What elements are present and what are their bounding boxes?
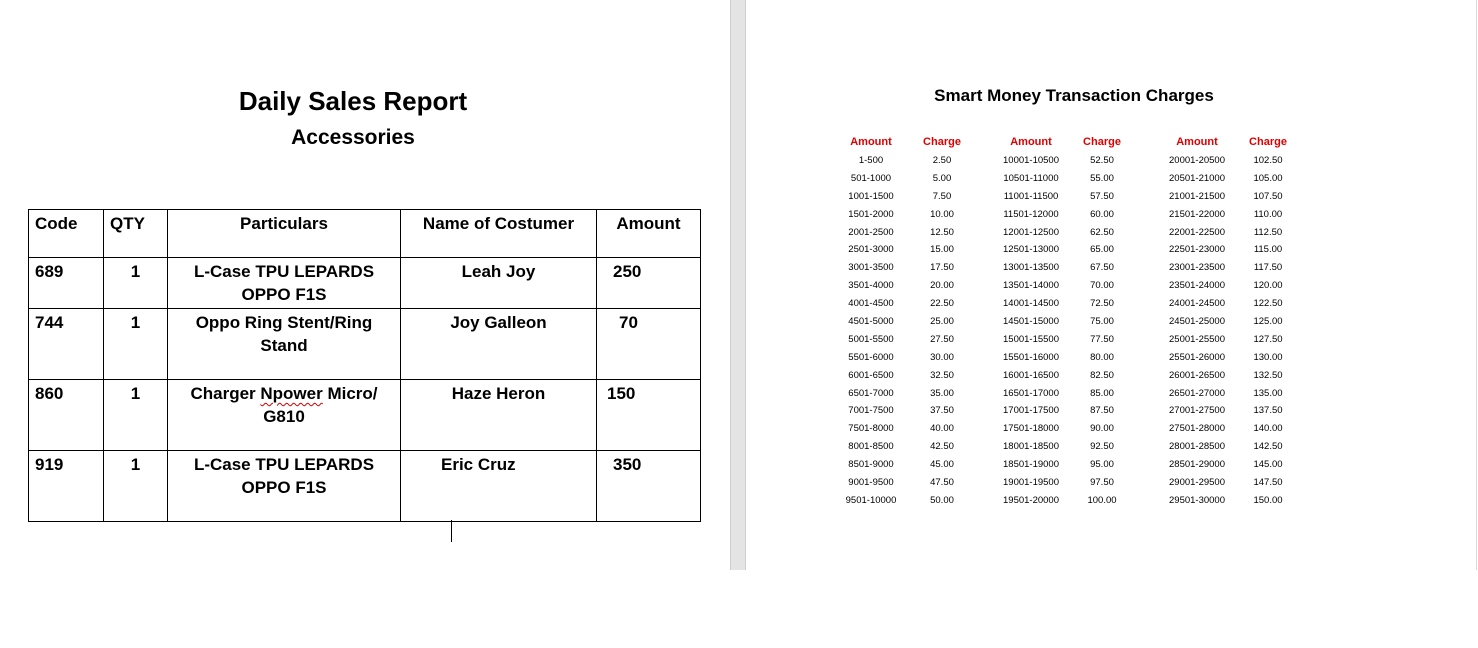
charge-value: 27.50	[930, 333, 954, 345]
page-edge	[1476, 0, 1477, 570]
charge-value: 102.50	[1253, 155, 1283, 166]
header-amount: Amount	[850, 136, 892, 148]
charge-amount-range: 13501-14000	[1003, 280, 1059, 292]
sales-table	[28, 209, 701, 522]
charge-row	[998, 367, 1140, 385]
charge-amount-range: 20001-20500	[1169, 155, 1225, 166]
charge-amount-range: 23501-24000	[1169, 280, 1225, 292]
col-header-code: Code	[29, 210, 104, 258]
charge-amount-range: 26001-26500	[1169, 369, 1225, 381]
charge-value: 40.00	[930, 423, 954, 435]
cell-customer: Eric Cruz	[401, 451, 597, 522]
charge-row	[998, 152, 1140, 170]
charge-value: 62.50	[1090, 226, 1114, 238]
charge-row	[838, 492, 980, 510]
charge-value: 117.50	[1253, 262, 1283, 274]
charge-value: 142.50	[1253, 441, 1283, 453]
charge-value: 145.00	[1253, 459, 1283, 471]
spellcheck-word[interactable]: Npower	[260, 384, 323, 403]
charge-value: 65.00	[1090, 244, 1114, 256]
charge-row	[1164, 456, 1306, 474]
charge-amount-range: 1-500	[858, 155, 884, 166]
charge-value: 15.00	[930, 244, 954, 256]
charge-value: 42.50	[930, 441, 954, 453]
cell-customer: Haze Heron	[401, 380, 597, 451]
charge-value: 17.50	[930, 262, 954, 274]
cell-qty: 1	[104, 258, 168, 309]
charge-amount-range: 3501-4000	[848, 280, 894, 292]
charge-row	[1164, 277, 1306, 295]
charges-group-1	[838, 136, 980, 510]
charge-value: 110.00	[1253, 208, 1283, 220]
cell-particulars: L-Case TPU LEPARDS OPPO F1S	[168, 451, 401, 522]
charge-amount-range: 10001-10500	[1003, 155, 1059, 166]
charge-value: 132.50	[1253, 369, 1283, 381]
charge-amount-range: 2001-2500	[848, 226, 894, 238]
charge-value: 12.50	[930, 226, 954, 238]
charge-value: 130.00	[1253, 351, 1283, 363]
charge-amount-range: 21501-22000	[1169, 208, 1225, 220]
charge-row	[998, 438, 1140, 456]
charge-value: 25.00	[930, 316, 954, 328]
charge-value: 47.50	[930, 477, 954, 489]
charge-value: 37.50	[930, 405, 954, 417]
charge-value: 82.50	[1090, 369, 1114, 381]
charge-amount-range: 16501-17000	[1003, 387, 1059, 399]
charge-value: 105.00	[1253, 172, 1283, 184]
charge-amount-range: 16001-16500	[1003, 369, 1059, 381]
charge-amount-range: 4001-4500	[848, 298, 894, 310]
charge-amount-range: 14501-15000	[1003, 316, 1059, 328]
charge-amount-range: 1501-2000	[848, 208, 894, 220]
charge-row	[1164, 474, 1306, 492]
charge-row	[998, 402, 1140, 420]
charge-amount-range: 20501-21000	[1169, 172, 1225, 184]
header-amount: Amount	[1176, 136, 1218, 148]
charge-amount-range: 11501-12000	[1003, 208, 1059, 220]
charge-row	[1164, 313, 1306, 331]
charge-amount-range: 19501-20000	[1003, 494, 1059, 506]
charge-amount-range: 2501-3000	[848, 244, 894, 256]
charge-amount-range: 21001-21500	[1169, 190, 1225, 202]
charges-header	[1164, 136, 1306, 152]
charge-value: 120.00	[1253, 280, 1283, 292]
charge-row	[998, 188, 1140, 206]
charge-row	[1164, 438, 1306, 456]
charge-row	[998, 349, 1140, 367]
charge-amount-range: 28001-28500	[1169, 441, 1225, 453]
charge-row	[1164, 170, 1306, 188]
charge-value: 32.50	[930, 369, 954, 381]
charge-row	[838, 420, 980, 438]
charge-value: 140.00	[1253, 423, 1283, 435]
charge-amount-range: 13001-13500	[1003, 262, 1059, 274]
charge-amount-range: 12001-12500	[1003, 226, 1059, 238]
cell-code: 860	[29, 380, 104, 451]
charge-value: 97.50	[1090, 477, 1114, 489]
charge-row	[998, 224, 1140, 242]
table-header-row	[29, 210, 701, 258]
charge-amount-range: 9001-9500	[848, 477, 894, 489]
col-header-amount: Amount	[597, 210, 701, 258]
charge-amount-range: 5001-5500	[848, 333, 894, 345]
charge-amount-range: 12501-13000	[1003, 244, 1059, 256]
header-charge: Charge	[1249, 136, 1287, 148]
charge-value: 20.00	[930, 280, 954, 292]
charge-amount-range: 6501-7000	[848, 387, 894, 399]
charge-row	[838, 385, 980, 403]
charge-value: 77.50	[1090, 333, 1114, 345]
charge-row	[838, 188, 980, 206]
charge-value: 135.00	[1253, 387, 1283, 399]
charge-row	[998, 241, 1140, 259]
charge-row	[838, 438, 980, 456]
charge-amount-range: 17001-17500	[1003, 405, 1059, 417]
charge-amount-range: 24501-25000	[1169, 316, 1225, 328]
cell-amount: 70	[597, 309, 701, 380]
charge-amount-range: 22001-22500	[1169, 226, 1225, 238]
charge-value: 90.00	[1090, 423, 1114, 435]
charge-amount-range: 501-1000	[850, 172, 892, 184]
charge-amount-range: 22501-23000	[1169, 244, 1225, 256]
table-row	[29, 309, 701, 380]
charge-value: 30.00	[930, 351, 954, 363]
cell-amount: 350	[597, 451, 701, 522]
charge-amount-range: 19001-19500	[1003, 477, 1059, 489]
charge-amount-range: 15001-15500	[1003, 333, 1059, 345]
charge-row	[998, 295, 1140, 313]
charge-value: 150.00	[1253, 494, 1283, 506]
charge-row	[998, 277, 1140, 295]
charge-amount-range: 18501-19000	[1003, 459, 1059, 471]
charge-value: 52.50	[1090, 155, 1114, 166]
charge-row	[838, 206, 980, 224]
charge-row	[838, 313, 980, 331]
charge-value: 60.00	[1090, 208, 1114, 220]
charge-row	[838, 402, 980, 420]
table-row	[29, 451, 701, 522]
charge-row	[1164, 259, 1306, 277]
charge-row	[1164, 152, 1306, 170]
charge-amount-range: 3001-3500	[848, 262, 894, 274]
cell-particulars	[168, 380, 401, 451]
cell-code: 919	[29, 451, 104, 522]
charge-amount-range: 26501-27000	[1169, 387, 1225, 399]
charge-amount-range: 27501-28000	[1169, 423, 1225, 435]
charge-row	[998, 492, 1140, 510]
col-header-particulars: Particulars	[168, 210, 401, 258]
charge-row	[1164, 295, 1306, 313]
charge-value: 122.50	[1253, 298, 1283, 310]
charge-value: 70.00	[1090, 280, 1114, 292]
charge-row	[998, 456, 1140, 474]
charge-row	[838, 152, 980, 170]
charge-value: 100.00	[1087, 494, 1117, 506]
charge-row	[838, 331, 980, 349]
charge-value: 57.50	[1090, 190, 1114, 202]
charge-value: 80.00	[1090, 351, 1114, 363]
charge-amount-range: 11001-11500	[1003, 190, 1059, 202]
charge-value: 127.50	[1253, 333, 1283, 345]
charge-value: 85.00	[1090, 387, 1114, 399]
charge-row	[838, 170, 980, 188]
charge-amount-range: 24001-24500	[1169, 298, 1225, 310]
charge-row	[998, 474, 1140, 492]
charge-value: 137.50	[1253, 405, 1283, 417]
charge-value: 112.50	[1253, 226, 1283, 238]
charge-row	[998, 170, 1140, 188]
charge-amount-range: 23001-23500	[1169, 262, 1225, 274]
charge-row	[998, 420, 1140, 438]
charges-group-2	[998, 136, 1140, 510]
charge-amount-range: 18001-18500	[1003, 441, 1059, 453]
charge-amount-range: 4501-5000	[848, 316, 894, 328]
charge-value: 107.50	[1253, 190, 1283, 202]
charge-value: 115.00	[1253, 244, 1283, 256]
charge-row	[1164, 331, 1306, 349]
charge-amount-range: 1001-1500	[848, 190, 894, 202]
charge-value: 92.50	[1090, 441, 1114, 453]
charge-row	[838, 456, 980, 474]
charge-row	[838, 224, 980, 242]
charge-amount-range: 15501-16000	[1003, 351, 1059, 363]
charge-amount-range: 14001-14500	[1003, 298, 1059, 310]
charge-row	[838, 295, 980, 313]
table-row	[29, 380, 701, 451]
charge-row	[1164, 241, 1306, 259]
charge-row	[838, 367, 980, 385]
page-gap	[730, 0, 746, 570]
cell-customer: Leah Joy	[401, 258, 597, 309]
charge-value: 67.50	[1090, 262, 1114, 274]
charges-header	[998, 136, 1140, 152]
charge-value: 10.00	[930, 208, 954, 220]
header-amount: Amount	[1010, 136, 1052, 148]
charge-amount-range: 25501-26000	[1169, 351, 1225, 363]
charge-amount-range: 9501-10000	[845, 494, 897, 506]
report-subtitle: Accessories	[291, 126, 415, 149]
charge-amount-range: 27001-27500	[1169, 405, 1225, 417]
charge-row	[1164, 385, 1306, 403]
particulars-part: Micro/ G810	[263, 384, 378, 426]
charge-row	[998, 259, 1140, 277]
cell-code: 744	[29, 309, 104, 380]
charge-value: 50.00	[930, 494, 954, 506]
charge-amount-range: 6001-6500	[848, 369, 894, 381]
charge-row	[838, 474, 980, 492]
charge-amount-range: 28501-29000	[1169, 459, 1225, 471]
charge-row	[998, 385, 1140, 403]
charge-amount-range: 5501-6000	[848, 351, 894, 363]
charge-row	[838, 241, 980, 259]
charge-value: 45.00	[930, 459, 954, 471]
charge-value: 125.00	[1253, 316, 1283, 328]
cell-qty: 1	[104, 380, 168, 451]
charge-row	[1164, 188, 1306, 206]
col-header-qty: QTY	[104, 210, 168, 258]
text-cursor	[451, 520, 452, 542]
report-title: Daily Sales Report	[238, 86, 468, 116]
header-charge: Charge	[1083, 136, 1121, 148]
charges-group-3	[1164, 136, 1306, 510]
charge-row	[838, 259, 980, 277]
charge-value: 147.50	[1253, 477, 1283, 489]
charge-row	[838, 277, 980, 295]
charge-row	[1164, 206, 1306, 224]
charge-value: 72.50	[1090, 298, 1114, 310]
charge-value: 95.00	[1090, 459, 1114, 471]
charge-value: 2.50	[932, 155, 952, 166]
charge-value: 87.50	[1090, 405, 1114, 417]
particulars-part: Charger	[190, 384, 261, 403]
cell-qty: 1	[104, 451, 168, 522]
cell-particulars: Oppo Ring Stent/Ring Stand	[168, 309, 401, 380]
charge-row	[1164, 224, 1306, 242]
charge-amount-range: 25001-25500	[1169, 333, 1225, 345]
charge-row	[1164, 349, 1306, 367]
charge-row	[1164, 420, 1306, 438]
charge-value: 55.00	[1090, 172, 1114, 184]
header-charge: Charge	[923, 136, 961, 148]
cell-amount: 150	[597, 380, 701, 451]
charge-row	[998, 331, 1140, 349]
table-row	[29, 258, 701, 309]
charge-row	[998, 313, 1140, 331]
charge-row	[998, 206, 1140, 224]
charge-amount-range: 17501-18000	[1003, 423, 1059, 435]
charge-row	[1164, 402, 1306, 420]
charges-title: Smart Money Transaction Charges	[934, 86, 1214, 105]
charge-value: 75.00	[1090, 316, 1114, 328]
document-page-left	[0, 0, 730, 570]
charge-value: 35.00	[930, 387, 954, 399]
charge-value: 22.50	[930, 298, 954, 310]
cell-code: 689	[29, 258, 104, 309]
charge-amount-range: 29501-30000	[1169, 494, 1225, 506]
charge-value: 7.50	[932, 190, 952, 202]
charge-amount-range: 8501-9000	[848, 459, 894, 471]
charges-header	[838, 136, 980, 152]
charge-amount-range: 29001-29500	[1169, 477, 1225, 489]
charge-row	[838, 349, 980, 367]
charge-amount-range: 7501-8000	[848, 423, 894, 435]
charge-value: 5.00	[932, 172, 952, 184]
charge-amount-range: 10501-11000	[1003, 172, 1059, 184]
charge-amount-range: 8001-8500	[848, 441, 894, 453]
charge-row	[1164, 492, 1306, 510]
charge-amount-range: 7001-7500	[848, 405, 894, 417]
cell-customer: Joy Galleon	[401, 309, 597, 380]
col-header-customer: Name of Costumer	[401, 210, 597, 258]
cell-amount: 250	[597, 258, 701, 309]
cell-qty: 1	[104, 309, 168, 380]
charge-row	[1164, 367, 1306, 385]
cell-particulars: L-Case TPU LEPARDS OPPO F1S	[168, 258, 401, 309]
